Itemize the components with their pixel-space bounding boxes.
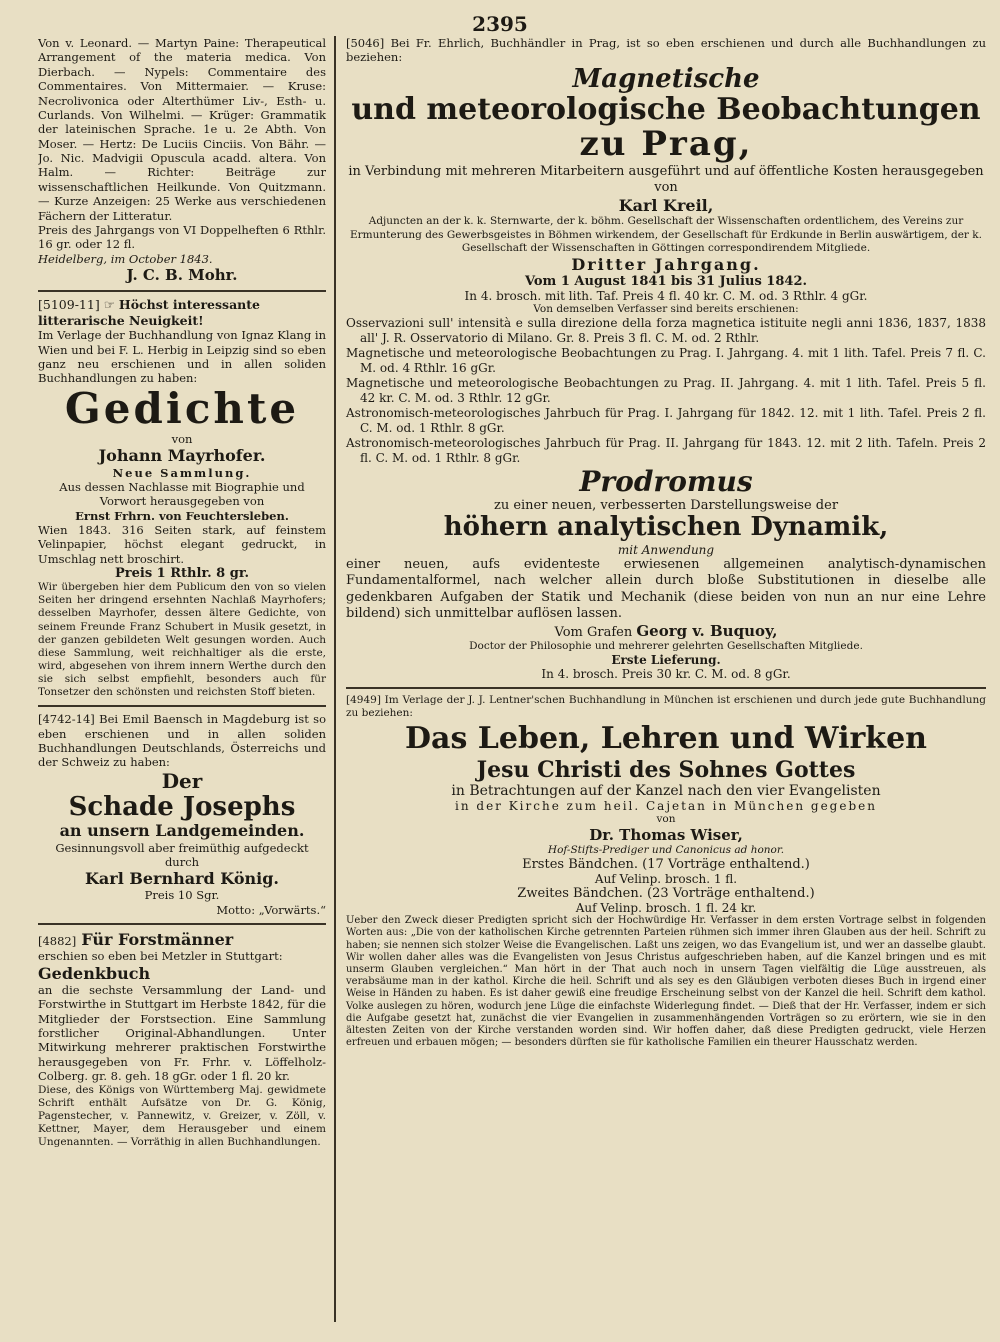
book-author: Johann Mayrhofer. <box>98 446 266 466</box>
title-line-1: Der <box>161 768 203 793</box>
subtitle: in Verbindung mit mehreren Mitarbeitern ausgeführt und auf öffentliche Kosten herausgegeben von <box>348 163 984 195</box>
advert-4742 <box>38 712 326 917</box>
ad-headline: Für Forstmänner <box>81 930 234 950</box>
subtitle-line-1: in Betrachtungen auf der Kanzel nach den vier Evangelisten <box>451 782 881 799</box>
ad-reference: [4882] <box>38 934 77 949</box>
right-column <box>336 36 986 1322</box>
author-description: Adjuncten an der k. k. Sternwarte, der k. böhm. Gesellschaft der Wissenschaften ordentlichem, des Vereins zur Ermunterung des Gewerbsgeistes in Böhmen wirkendem, der Gesellschaft für Erdkunde in Berlin auswärtigem, der k. Gesellschaft der Wissenschaften in Göttingen correspondirendem Mitgliede. <box>350 215 982 254</box>
book-author: Karl Bernhard König. <box>85 869 279 889</box>
ad-body: an die sechste Versammlung der Land- und Forstwirthe in Stuttgart im Herbste 1842, für die Mitglieder der Forstsection. Eine Sammlung forstlicher Original-Abhandlungen. Unter Mitwirkung mehrerer praktischen Forstwirthe herausgegeben von Fr. Frhr. v. Löffelholz-Colberg. gr. 8. geh. 18 gGr. oder 1 fl. 20 kr. <box>38 982 326 1084</box>
book-motto: Motto: „Vorwärts.“ <box>216 902 326 917</box>
left-column <box>38 36 336 1322</box>
advert-5046 <box>346 36 986 681</box>
book-price: Preis 1 Rthlr. 8 gr. <box>115 566 249 582</box>
subscription-price: Preis des Jahrgangs von VI Doppelheften 6 Rthlr. 16 gr. oder 12 fl. <box>38 222 326 252</box>
prodromus-body: einer neuen, aufs evidenteste erwiesenen allgemeinen analytisch-dynamischen Fundamentalformel, nach welcher allein durch bloße Substitutionen in dieselbe alle gedenkbaren Aufgaben der Statik und Mechanik (diese beiden von nun an nur eine Lehre bildend) sich unmittelbar auflösen lassen. <box>346 557 986 621</box>
pointing-hand-icon: ☞ <box>103 297 115 312</box>
earlier-works-list <box>346 316 986 466</box>
book-title: Gedenkbuch <box>38 963 151 983</box>
ad-reference: [5046] <box>346 36 385 50</box>
page-number: 2395 <box>472 12 528 36</box>
von-label: von <box>171 431 193 446</box>
ad-intro: Bei Fr. Ehrlich, Buchhändler in Prag, ist so eben erschienen und durch alle Buchhandlungen zu beziehen: <box>346 36 986 65</box>
ad-intro: Im Verlage der Buchhandlung von Ignaz Klang in Wien und bei F. L. Herbig in Leipzig sind so eben ganz neu erschienen und in allen soliden Buchhandlungen zu haben: <box>38 328 326 386</box>
list-item: Astronomisch-meteorologisches Jahrbuch für Prag. I. Jahrgang für 1842. 12. mit 1 lith. Tafel. Preis 2 fl. C. M. od. 1 Rthlr. 8 gGr. <box>346 406 986 436</box>
subtitle: Gesinnungsvoll aber freimüthig aufgedeckt durch <box>55 840 309 869</box>
columns <box>38 36 986 1322</box>
prodromus-author-prefix: Vom Grafen <box>554 625 633 641</box>
volume-1: Erstes Bändchen. (17 Vorträge enthaltend.) <box>522 857 810 873</box>
date-range: Vom 1 August 1841 bis 31 Julius 1842. <box>524 273 808 289</box>
title-line-1: Das Leben, Lehren und Wirken <box>405 720 927 756</box>
ad-intro: Bei Emil Baensch in Magdeburg ist so eben erschienen und in allen soliden Buchhandlungen Deutschlands, Österreichs und der Schweiz zu haben: <box>38 712 326 770</box>
prodromus-part: Erste Lieferung. <box>611 653 721 668</box>
divider <box>346 687 986 689</box>
prodromus-author: Georg v. Buquoy, <box>636 622 778 641</box>
advert-4882 <box>38 930 326 1149</box>
book-description: Aus dessen Nachlasse mit Biographie und Vorwort herausgegeben von <box>59 479 305 509</box>
format-price: In 4. brosch. mit lith. Taf. Preis 4 fl. 40 kr. C. M. od. 3 Rthlr. 4 gGr. <box>464 288 868 303</box>
prodromus-title-2: höhern analytischen Dynamik, <box>443 512 889 543</box>
list-item: Astronomisch-meteorologisches Jahrbuch für Prag. II. Jahrgang für 1843. 12. mit 2 lith. Tafeln. Preis 2 fl. C. M. od. 1 Rthlr. 8 gGr. <box>346 436 986 466</box>
ad-intro: Im Verlage der J. J. Lentner'schen Buchhandlung in München ist erschienen und durch jede gute Buchhandlung zu beziehen: <box>346 694 986 720</box>
ad-body: Ueber den Zweck dieser Predigten spricht sich der Hochwürdige Hr. Verfasser in dem ersten Vortrage selbst in folgenden Worten aus: „Die von der katholischen Kirche getrennten Parteien rühmen sich immer ihren Glauben aus der heil. Schrift zu haben; sie nennen sich stolzer Weise die Evangelischen. Laßt uns zeigen, wo das Evangelium ist, und wer an dasselbe glaubt. Wir wollen daher alles was die Evangelisten von Jesus Christus aufgeschrieben haben, auf die Kanzel bringen und es mit unserm Glauben vergleichen.“ Man hört in der That auch noch in unsern Tagen vielfältig die Lüge ausstreuen, als verabsäume man in der kathol. Kirche die heil. Schrift und als sey es den Gläubigen verboten dieses Buch in irgend einer Weise in Händen zu haben. Es ist daher gewiß eine freudige Erscheinung selbst von der Kanzel die heil. Schrift dem kathol. Volke auslegen zu hören, wodurch jene Lüge die einfachste Widerlegung findet. — Dieß that der Hr. Verfasser, indem er sich die Aufgabe gesetzt hat, zunächst die vier Evangelien in zusammenhängenden Vorträgen so zu erörtern, wie sie in den ältesten Zeiten von der Kirche verstanden worden sind. Wir hoffen daher, daß diese Predigten gedruckt, viele Herzen erfreuen und erbauen mögen; — besonders dürften sie für katholische Familien ein theurer Hausschatz werden. <box>346 915 986 1049</box>
subtitle-line-2: in der Kirche zum heil. Cajetan in München gegeben <box>455 798 877 813</box>
ad-note: Diese, des Königs von Württemberg Maj. gewidmete Schrift enthält Aufsätze von Dr. G. König, Pagenstecher, v. Pannewitz, v. Greizer, v. Zöll, v. Kettner, Mayer, dem Herausgeber und einem Ungenannten. — Vorräthig in allen Buchhandlungen. <box>38 1083 326 1149</box>
list-item: Magnetische und meteorologische Beobachtungen zu Prag. II. Jahrgang. 4. mit 1 lith. Tafel. Preis 5 fl. 42 kr. C. M. od. 3 Rthlr. 12 gGr. <box>346 376 986 406</box>
title-line-1: Magnetische <box>572 63 760 94</box>
advert-5109 <box>38 297 326 699</box>
book-edition: Neue Sammlung. <box>112 465 252 480</box>
ad-reference: [4742-14] <box>38 712 95 727</box>
von-label: von <box>656 812 676 825</box>
ad-intro: erschien so eben bei Metzler in Stuttgart: <box>38 949 283 964</box>
title-line-2: Schade Josephs <box>68 791 296 822</box>
divider <box>38 705 326 707</box>
prodromus-subtitle: zu einer neuen, verbesserten Darstellungsweise der <box>493 498 839 514</box>
author-name: Dr. Thomas Wiser, <box>589 826 743 845</box>
ad-headline: Höchst interessante litterarische Neuigkeit! <box>38 297 260 328</box>
title-line-2: und meteorologische Beobachtungen <box>351 92 981 128</box>
ad-reference: [5109-11] <box>38 297 100 312</box>
volume-2-price: Auf Velinp. brosch. 1 fl. 24 kr. <box>575 901 757 916</box>
title-line-2: Jesu Christi des Sohnes Gottes <box>476 756 856 783</box>
advert-4949 <box>346 694 986 1049</box>
publication-place: Heidelberg, im October 1843. <box>38 251 213 266</box>
title-line-3: zu Prag, <box>579 124 753 165</box>
review-contents-list: Von v. Leonard. — Martyn Paine: Therapeutical Arrangement of the materia medica. Von Dierbach. — Nypels: Commentaire des Commentaires. Von Mittermaier. — Kruse: Necrolivonica oder Alterthümer Liv-, Esth- u. Curlands. Von Wilhelmi. — Krüger: Grammatik der lateinischen Sprache. 1e u. 2e Abth. Von Moser. — Hertz: De Luciis Cinciis. Von Bähr. — Jo. Nic. Madvigii Opuscula acadd. altera. Von Halm. — Richter: Beiträge zur wissenschaftlichen Heilkunde. Von Quitzmann. — Kurze Anzeigen: 25 Werke aus verschiedenen Fächern der Litteratur. <box>38 36 326 223</box>
ad-body: Wir übergeben hier dem Publicum den von so vielen Seiten her dringend ersehnten Nachlaß Mayrhofers; desselben Mayrhofer, dessen ältere Gedichte, von seinem Freunde Franz Schubert in Musik gesetzt, in der ganzen gebildeten Welt gesungen worden. Auch diese Sammlung, weit reichhaltiger als die erste, wird, abgesehen von ihrem innern Werthe durch den sie sich selbst empfiehlt, besonders auch für Tonsetzer den schönsten und reichsten Stoff bieten. <box>38 581 326 699</box>
book-editor: Ernst Frhrn. von Feuchtersleben. <box>75 508 289 523</box>
publisher-name: J. C. B. Mohr. <box>126 266 238 284</box>
list-item: Magnetische und meteorologische Beobachtungen zu Prag. I. Jahrgang. 4. mit 1 lith. Tafel. Preis 7 fl. C. M. od. 4 Rthlr. 16 gGr. <box>346 346 986 376</box>
book-title: Gedichte <box>64 383 300 433</box>
volume-year: Dritter Jahrgang. <box>571 254 761 274</box>
prodromus-author-description: Doctor der Philosophie und mehrerer gelehrten Gesellschaften Mitgliede. <box>469 640 863 653</box>
prodromus-price: In 4. brosch. Preis 30 kr. C. M. od. 8 gGr. <box>541 667 791 682</box>
prodromus-with: mit Anwendung <box>617 543 715 558</box>
volume-1-price: Auf Velinp. brosch. 1 fl. <box>594 872 738 887</box>
author-name: Karl Kreil, <box>618 196 714 216</box>
also-published-label: Von demselben Verfasser sind bereits erschienen: <box>533 302 799 315</box>
volume-2: Zweites Bändchen. (23 Vorträge enthaltend.) <box>517 886 815 902</box>
ad-reference: [4949] <box>346 694 381 707</box>
title-line-3: an unsern Landgemeinden. <box>59 821 305 841</box>
book-details: Wien 1843. 316 Seiten stark, auf feinstem Velinpapier, höchst elegant gedruckt, in Umschlag nett broschirt. <box>38 523 326 566</box>
book-price: Preis 10 Sgr. <box>144 888 220 903</box>
author-description: Hof-Stifts-Prediger und Canonicus ad honor. <box>547 844 785 857</box>
divider <box>38 923 326 925</box>
divider <box>38 290 326 292</box>
list-item: Osservazioni sull' intensità e sulla direzione della forza magnetica istituite negli anni 1836, 1837, 1838 all' J. R. Osservatorio di Milano. Gr. 8. Preis 3 fl. C. M. od. 2 Rthlr. <box>346 316 986 346</box>
prodromus-title: Prodromus <box>579 465 753 499</box>
